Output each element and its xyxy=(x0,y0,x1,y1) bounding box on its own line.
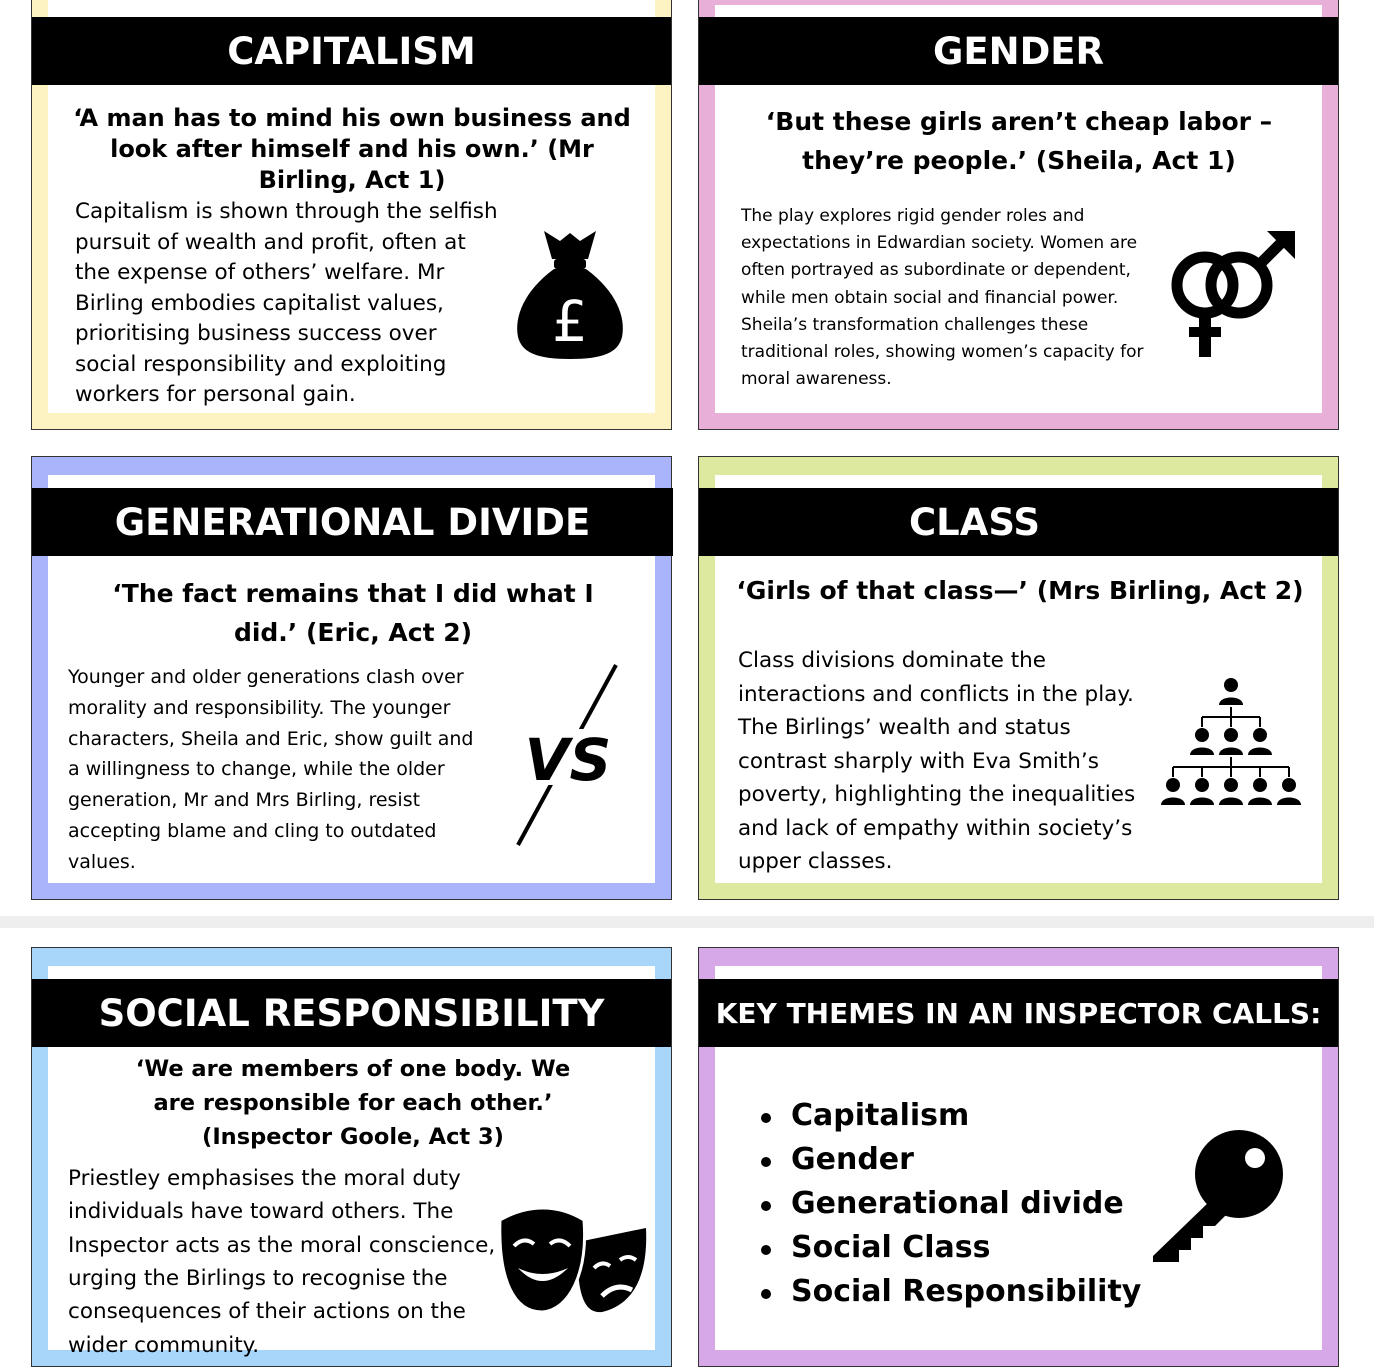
card-social-responsibility xyxy=(31,947,672,1367)
list-item: Capitalism xyxy=(759,1094,1141,1138)
card-title: KEY THEMES IN AN INSPECTOR CALLS: xyxy=(699,979,1338,1047)
list-item: Gender xyxy=(759,1138,1141,1182)
card-body: The play explores rigid gender roles and expectations in Edwardian society. Women are often portrayed as subordinate or dependent, while men obtain social and financial power. Sheila’s transformation challenges these traditional roles, showing women’s capacity for moral awareness. xyxy=(741,206,1144,390)
card-class xyxy=(698,456,1339,900)
card-title: SOCIAL RESPONSIBILITY xyxy=(32,979,671,1047)
hierarchy-icon xyxy=(1159,677,1303,813)
card-capitalism xyxy=(31,0,672,430)
key-themes-list xyxy=(759,1094,1141,1314)
page-divider xyxy=(0,916,1374,928)
card-quote: ‘A man has to mind his own business and look after himself and his own.’ (Mr Birling, Act 1) xyxy=(73,104,631,195)
card-title: CLASS xyxy=(699,488,1338,556)
theatre-masks-icon xyxy=(498,1202,648,1320)
key-icon xyxy=(1151,1128,1289,1264)
versus-label: VS xyxy=(524,726,612,794)
card-body: Priestley emphasises the moral duty individuals have toward others. The Inspector acts as the moral conscience, urging the Birlings to recognise the consequences of their actions on the wider community. xyxy=(68,1166,496,1358)
card-body: Younger and older generations clash over morality and responsibility. The younger characters, Sheila and Eric, show guilt and a willingness to change, while the older generation, Mr and Mrs Birling, resist accepting blame and cling to outdated values. xyxy=(68,666,474,873)
list-item: Generational divide xyxy=(759,1182,1141,1226)
card-title: GENDER xyxy=(699,17,1338,85)
card-body: Class divisions dominate the interactions and conflicts in the play. The Birlings’ wealth and status contrast sharply with Eva Smith’s poverty, highlighting the inequalities and lack of empathy within society’s upper classes. xyxy=(738,648,1136,875)
versus-icon xyxy=(514,663,624,847)
card-gender xyxy=(698,0,1339,430)
card-quote: ‘We are members of one body. We are responsible for each other.’ (Inspector Goole, Act 3) xyxy=(135,1056,571,1151)
card-quote: ‘But these girls aren’t cheap labor – they’re people.’ (Sheila, Act 1) xyxy=(765,107,1273,175)
card-quote: ‘The fact remains that I did what I did.’ (Eric, Act 2) xyxy=(112,579,594,647)
card-quote: ‘Girls of that class—’ (Mrs Birling, Act 2) xyxy=(736,576,1304,605)
money-bag-icon xyxy=(514,229,626,361)
card-body: Capitalism is shown through the selfish pursuit of wealth and profit, often at the expense of others’ welfare. Mr Birling embodies capitalist values, prioritising business success over social responsibility and exploiting workers for personal gain. xyxy=(75,199,498,408)
card-title: GENERATIONAL DIVIDE xyxy=(32,488,673,556)
card-key-themes xyxy=(698,947,1339,1367)
gender-symbols-icon xyxy=(1165,229,1301,361)
list-item: Social Class xyxy=(759,1226,1141,1270)
pound-sign: £ xyxy=(552,290,588,355)
list-item: Social Responsibility xyxy=(759,1270,1141,1314)
card-title: CAPITALISM xyxy=(32,17,671,85)
card-generational-divide xyxy=(31,456,672,900)
